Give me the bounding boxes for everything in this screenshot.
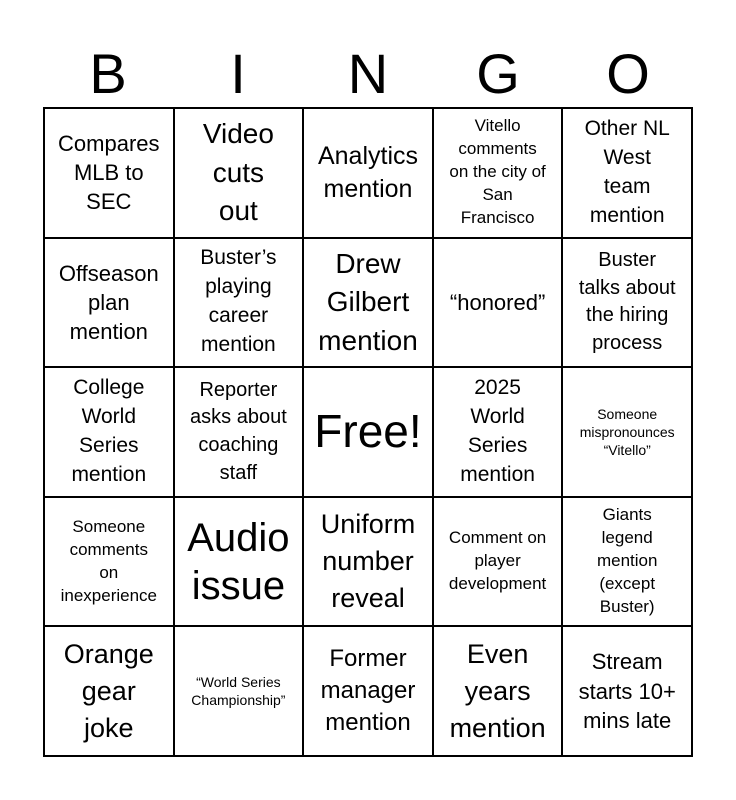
bingo-cell-r5c2[interactable]: [174, 626, 304, 756]
cell-label: 2025 World Series mention: [460, 376, 535, 486]
cell-label: Video cuts out: [202, 118, 274, 226]
header-letter-o: O: [606, 42, 650, 105]
bingo-cell-r3c4[interactable]: [433, 367, 563, 497]
bingo-cell-r4c4[interactable]: [433, 497, 563, 627]
cell-label: Giants legend mention (except Buster): [596, 505, 658, 616]
header-letter-b: B: [89, 42, 127, 105]
cell-label: Comment on player development: [448, 528, 547, 594]
cell-label: “honored”: [449, 289, 546, 315]
bingo-cell-r3c5[interactable]: [562, 367, 692, 497]
bingo-cell-r1c5[interactable]: [562, 108, 692, 238]
cell-label: College World Series mention: [71, 376, 147, 486]
bingo-cell-r5c5[interactable]: [562, 626, 692, 756]
bingo-cell-r2c4[interactable]: [433, 238, 563, 368]
cell-label: Someone mispronounces “Vitello”: [579, 405, 675, 459]
bingo-cell-r2c5[interactable]: [562, 238, 692, 368]
bingo-cell-r5c4[interactable]: [433, 626, 563, 756]
header-letter-i: I: [230, 42, 246, 105]
cell-label: Former manager mention: [320, 644, 416, 737]
bingo-header: [43, 40, 693, 108]
cell-label: Orange gear joke: [63, 638, 154, 743]
cell-label: Compares MLB to SEC: [58, 130, 160, 215]
bingo-cell-r2c3[interactable]: [303, 238, 433, 368]
header-letter-n: N: [347, 42, 389, 105]
cell-label: Someone comments on inexperience: [60, 516, 157, 605]
bingo-cell-r2c1[interactable]: [44, 238, 174, 368]
bingo-cell-r4c5[interactable]: [562, 497, 692, 627]
bingo-cell-r3c1[interactable]: [44, 367, 174, 497]
bingo-cell-r4c2[interactable]: [174, 497, 304, 627]
bingo-cell-r1c3[interactable]: [303, 108, 433, 238]
cell-label: Stream starts 10+ mins late: [578, 649, 676, 733]
bingo-cell-free-space[interactable]: [303, 367, 433, 497]
cell-label: Other NL West team mention: [584, 116, 670, 227]
bingo-cell-r1c2[interactable]: [174, 108, 304, 238]
cell-label: “World Series Championship”: [191, 674, 286, 709]
bingo-cell-r5c3[interactable]: [303, 626, 433, 756]
cell-label: Drew Gilbert mention: [318, 247, 418, 356]
cell-label: Analytics mention: [317, 142, 419, 203]
bingo-cell-r1c4[interactable]: [433, 108, 563, 238]
cell-label: Buster talks about the hiring process: [578, 249, 676, 354]
bingo-cell-r5c1[interactable]: [44, 626, 174, 756]
cell-label: Free!: [314, 405, 422, 458]
bingo-board: [43, 107, 693, 757]
cell-label: Audio issue: [187, 515, 290, 608]
cell-label: Offseason plan mention: [58, 260, 159, 345]
bingo-cell-r3c2[interactable]: [174, 367, 304, 497]
cell-label: Reporter asks about coaching staff: [190, 378, 287, 484]
bingo-cell-r4c1[interactable]: [44, 497, 174, 627]
bingo-cell-r1c1[interactable]: [44, 108, 174, 238]
header-letter-g: G: [476, 42, 520, 105]
bingo-cell-r4c3[interactable]: [303, 497, 433, 627]
cell-label: Buster’s playing career mention: [200, 246, 277, 357]
cell-label: Uniform number reveal: [320, 509, 416, 614]
bingo-cell-r2c2[interactable]: [174, 238, 304, 368]
cell-label: Vitello comments on the city of San Francisco: [449, 116, 546, 228]
cell-label: Even years mention: [449, 638, 546, 743]
